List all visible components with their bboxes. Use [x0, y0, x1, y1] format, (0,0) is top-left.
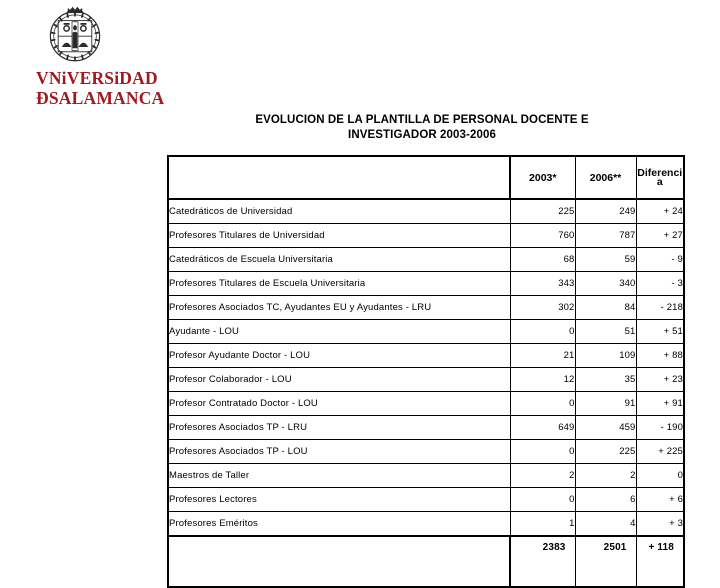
- row-label: Catedráticos de Escuela Universitaria: [168, 248, 510, 272]
- row-label: Profesores Asociados TC, Ayudantes EU y Ayudantes - LRU: [168, 296, 510, 320]
- table-row: [168, 320, 684, 344]
- row-value-2006: 249: [575, 199, 636, 224]
- row-value-2003: 0: [510, 440, 575, 464]
- page-title-line-2: INVESTIGADOR 2003-2006: [348, 129, 496, 141]
- table-row: [168, 296, 684, 320]
- total-label: [168, 536, 510, 587]
- row-value-diferencia: - 190: [636, 416, 684, 440]
- wordmark-line-1: VNiVERSiDAD: [36, 68, 158, 88]
- row-value-diferencia: + 88: [636, 344, 684, 368]
- row-value-diferencia: - 3: [636, 272, 684, 296]
- row-label: Maestros de Taller: [168, 464, 510, 488]
- table-total-row: [168, 536, 684, 587]
- table-row: [168, 199, 684, 224]
- table-row: [168, 416, 684, 440]
- row-label: Catedráticos de Universidad: [168, 199, 510, 224]
- row-value-2003: 302: [510, 296, 575, 320]
- row-label: Profesores Eméritos: [168, 512, 510, 537]
- row-value-diferencia: + 3: [636, 512, 684, 537]
- table-row: [168, 464, 684, 488]
- row-value-diferencia: + 91: [636, 392, 684, 416]
- table-row: [168, 368, 684, 392]
- row-value-diferencia: + 51: [636, 320, 684, 344]
- row-label: Profesores Lectores: [168, 488, 510, 512]
- table-row: [168, 224, 684, 248]
- row-value-2003: 68: [510, 248, 575, 272]
- column-header-category: [168, 156, 510, 199]
- row-value-2003: 760: [510, 224, 575, 248]
- row-value-2006: 51: [575, 320, 636, 344]
- row-value-2003: 0: [510, 488, 575, 512]
- row-label: Profesor Colaborador - LOU: [168, 368, 510, 392]
- table-row: [168, 488, 684, 512]
- row-value-2006: 459: [575, 416, 636, 440]
- row-value-diferencia: - 218: [636, 296, 684, 320]
- wordmark-line-2: ÐSALAMANCA: [36, 88, 165, 108]
- row-value-2006: 787: [575, 224, 636, 248]
- table-row: [168, 272, 684, 296]
- total-value-diferencia: + 118: [636, 536, 684, 587]
- column-header-diferencia: Diferencia: [636, 156, 684, 199]
- row-value-2006: 2: [575, 464, 636, 488]
- row-value-2006: 91: [575, 392, 636, 416]
- row-value-diferencia: + 225: [636, 440, 684, 464]
- column-header-2003: 2003*: [510, 156, 575, 199]
- column-header-2006: 2006**: [575, 156, 636, 199]
- row-value-2006: 84: [575, 296, 636, 320]
- table-row: [168, 248, 684, 272]
- row-label: Profesores Asociados TP - LRU: [168, 416, 510, 440]
- row-value-2006: 4: [575, 512, 636, 537]
- table-row: [168, 440, 684, 464]
- row-value-2003: 0: [510, 320, 575, 344]
- staff-evolution-table: [167, 155, 685, 588]
- table-row: [168, 512, 684, 537]
- page-title: [236, 113, 608, 143]
- row-label: Profesores Asociados TP - LOU: [168, 440, 510, 464]
- row-value-2006: 35: [575, 368, 636, 392]
- row-value-diferencia: 0: [636, 464, 684, 488]
- row-value-2003: 649: [510, 416, 575, 440]
- university-seal-icon: [45, 5, 105, 65]
- row-value-diferencia: + 24: [636, 199, 684, 224]
- row-value-2006: 109: [575, 344, 636, 368]
- row-value-2003: 2: [510, 464, 575, 488]
- row-value-2003: 225: [510, 199, 575, 224]
- row-value-2003: 21: [510, 344, 575, 368]
- table-row: [168, 344, 684, 368]
- table-row: [168, 392, 684, 416]
- row-label: Ayudante - LOU: [168, 320, 510, 344]
- row-label: Profesor Ayudante Doctor - LOU: [168, 344, 510, 368]
- total-value-2003: 2383: [510, 536, 575, 587]
- row-value-2006: 225: [575, 440, 636, 464]
- university-branding: [18, 2, 168, 112]
- university-wordmark: [36, 68, 168, 108]
- row-label: Profesores Titulares de Universidad: [168, 224, 510, 248]
- table-body: [168, 199, 684, 587]
- row-value-2003: 1: [510, 512, 575, 537]
- row-value-2006: 59: [575, 248, 636, 272]
- row-value-2006: 6: [575, 488, 636, 512]
- row-value-2003: 12: [510, 368, 575, 392]
- row-value-2003: 343: [510, 272, 575, 296]
- total-value-2006: 2501: [575, 536, 636, 587]
- staff-evolution-table-wrapper: [167, 155, 683, 588]
- row-value-diferencia: + 27: [636, 224, 684, 248]
- row-value-2003: 0: [510, 392, 575, 416]
- row-value-diferencia: - 9: [636, 248, 684, 272]
- row-value-diferencia: + 6: [636, 488, 684, 512]
- table-header-row: [168, 156, 684, 199]
- row-value-diferencia: + 23: [636, 368, 684, 392]
- row-label: Profesores Titulares de Escuela Universitaria: [168, 272, 510, 296]
- page-title-line-1: EVOLUCION DE LA PLANTILLA DE PERSONAL DOCENTE E: [255, 114, 589, 126]
- row-value-2006: 340: [575, 272, 636, 296]
- row-label: Profesor Contratado Doctor - LOU: [168, 392, 510, 416]
